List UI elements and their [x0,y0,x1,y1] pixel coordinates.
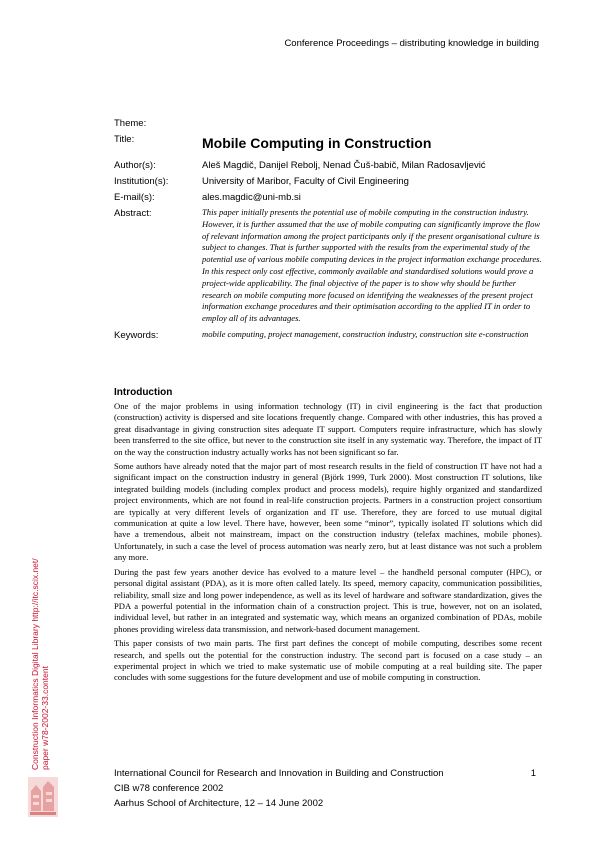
running-header: Conference Proceedings – distributing knowledge in building [284,38,539,49]
authors-value: Aleš Magdič, Danijel Rebolj, Nenad Čuš-babič, Milan Radosavljević [202,160,486,171]
main-body [114,387,542,687]
library-paper-id: paper w78-2002-33.content [40,666,50,770]
body-paragraph: During the past few years another device has evolved to a mature level – the handheld personal computer (HPC), or personal digital assistant (PDA), as it is more often called lately. Its speed, memory capacity, communication possibilities, reliability, small size and long power independence, as well as its level of hardware and software standardization, gives the PDA a powerful potential in the information chain of a construction project. This is true, however, not on an isolated, individual level, but rather in an integrated and systematic way, which means an organized combination of PDAs, mobile phones providing wireless data transmission, and network-based document management. [114,566,542,634]
paper-metadata [114,117,544,343]
footer-venue: Aarhus School of Architecture, 12 – 14 June 2002 [114,798,324,809]
institution-value: University of Maribor, Faculty of Civil Engineering [202,176,409,187]
body-paragraph: One of the major problems in using information technology (IT) in civil engineering is the fact that production (construction) activity is dispersed and site locations frequently change. Compared with other industries, this has proved a great disadvantage in giving construction sites adequate IT support. Computers require infrastructure, which has slowly been transferred to the site office, but never to the construction site itself in any systematic way. Therefore, the impact of IT on the way the construction industry actually works has not been significant so far. [114,401,542,457]
library-url-text[interactable]: Construction Informatics Digital Library http://itc.scix.net/ [30,558,40,770]
footer-organization: International Council for Research and Innovation in Building and Construction [114,768,444,779]
footer-conference: CIB w78 conference 2002 [114,783,224,794]
authors-label: Author(s): [114,160,156,171]
keywords-text: mobile computing, project management, construction industry, construction site e-construction [202,328,529,339]
page-number: 1 [530,768,536,779]
keywords-label: Keywords: [114,329,159,341]
page-footer [114,766,536,811]
title-label: Title: [114,134,135,145]
abstract-label: Abstract: [114,208,152,219]
library-stamp [30,558,50,770]
section-heading: Introduction [114,387,173,398]
body-paragraph: Some authors have already noted that the major part of most research results in the field of construction IT have not had a significant impact on the construction industry in general (Björk 1999, Turk 2000). Most construction IT solutions, like integrated building models (including complex product and process models), require highly organized and standardized project environments, which are not found in real-life construction projects. Partners in a construction project consortium are typically at very different levels of organization and IT use. Therefore, they are forced to use mutual digital communication at quite a low level. There have, however, been some “minor”, typically isolated IT solutions which did have a tremendous, albeit not mainstream, impact on the construction industry (telefax machines, mobile phones). Unfortunately, in such a case the level of process automation was nearly zero, but at least distance was not such a problem any more. [114,461,542,563]
email-value: ales.magdic@uni-mb.si [202,192,301,203]
email-label: E-mail(s): [114,192,155,203]
abstract-text: This paper initially presents the potential use of mobile computing in the construction industry. However, it is further assumed that the use of mobile computing can significantly improve the flow of relevant information among the project participants only if the present organisational culture is subject to changes. That is further supported with the results from the experimental study of the potential use of various mobile computing devices in the project information exchange procedures. In this respect only cost effective, commonly available and standardised solutions would prove a project-wide applicability. The final objective of the paper is to show why should be further research on mobile computing more focused on identifying the weaknesses of the present project information exchange procedures and their optimisation according to the applied IT in order to employ all of its advantages. [202,207,542,324]
body-paragraph: This paper consists of two main parts. The first part defines the concept of mobile computing, describes some recent research, and spells out the potential for the construction industry. The second part is focused on a case study – an experimental project in which we tried to make systematic use of mobile computing at a real building site. The paper concludes with some suggestions for the future development and use of mobile computing in construction. [114,638,542,683]
library-logo-icon [28,777,58,817]
theme-label: Theme: [114,118,147,129]
institution-label: Institution(s): [114,176,169,187]
paper-title: Mobile Computing in Construction [202,135,432,151]
